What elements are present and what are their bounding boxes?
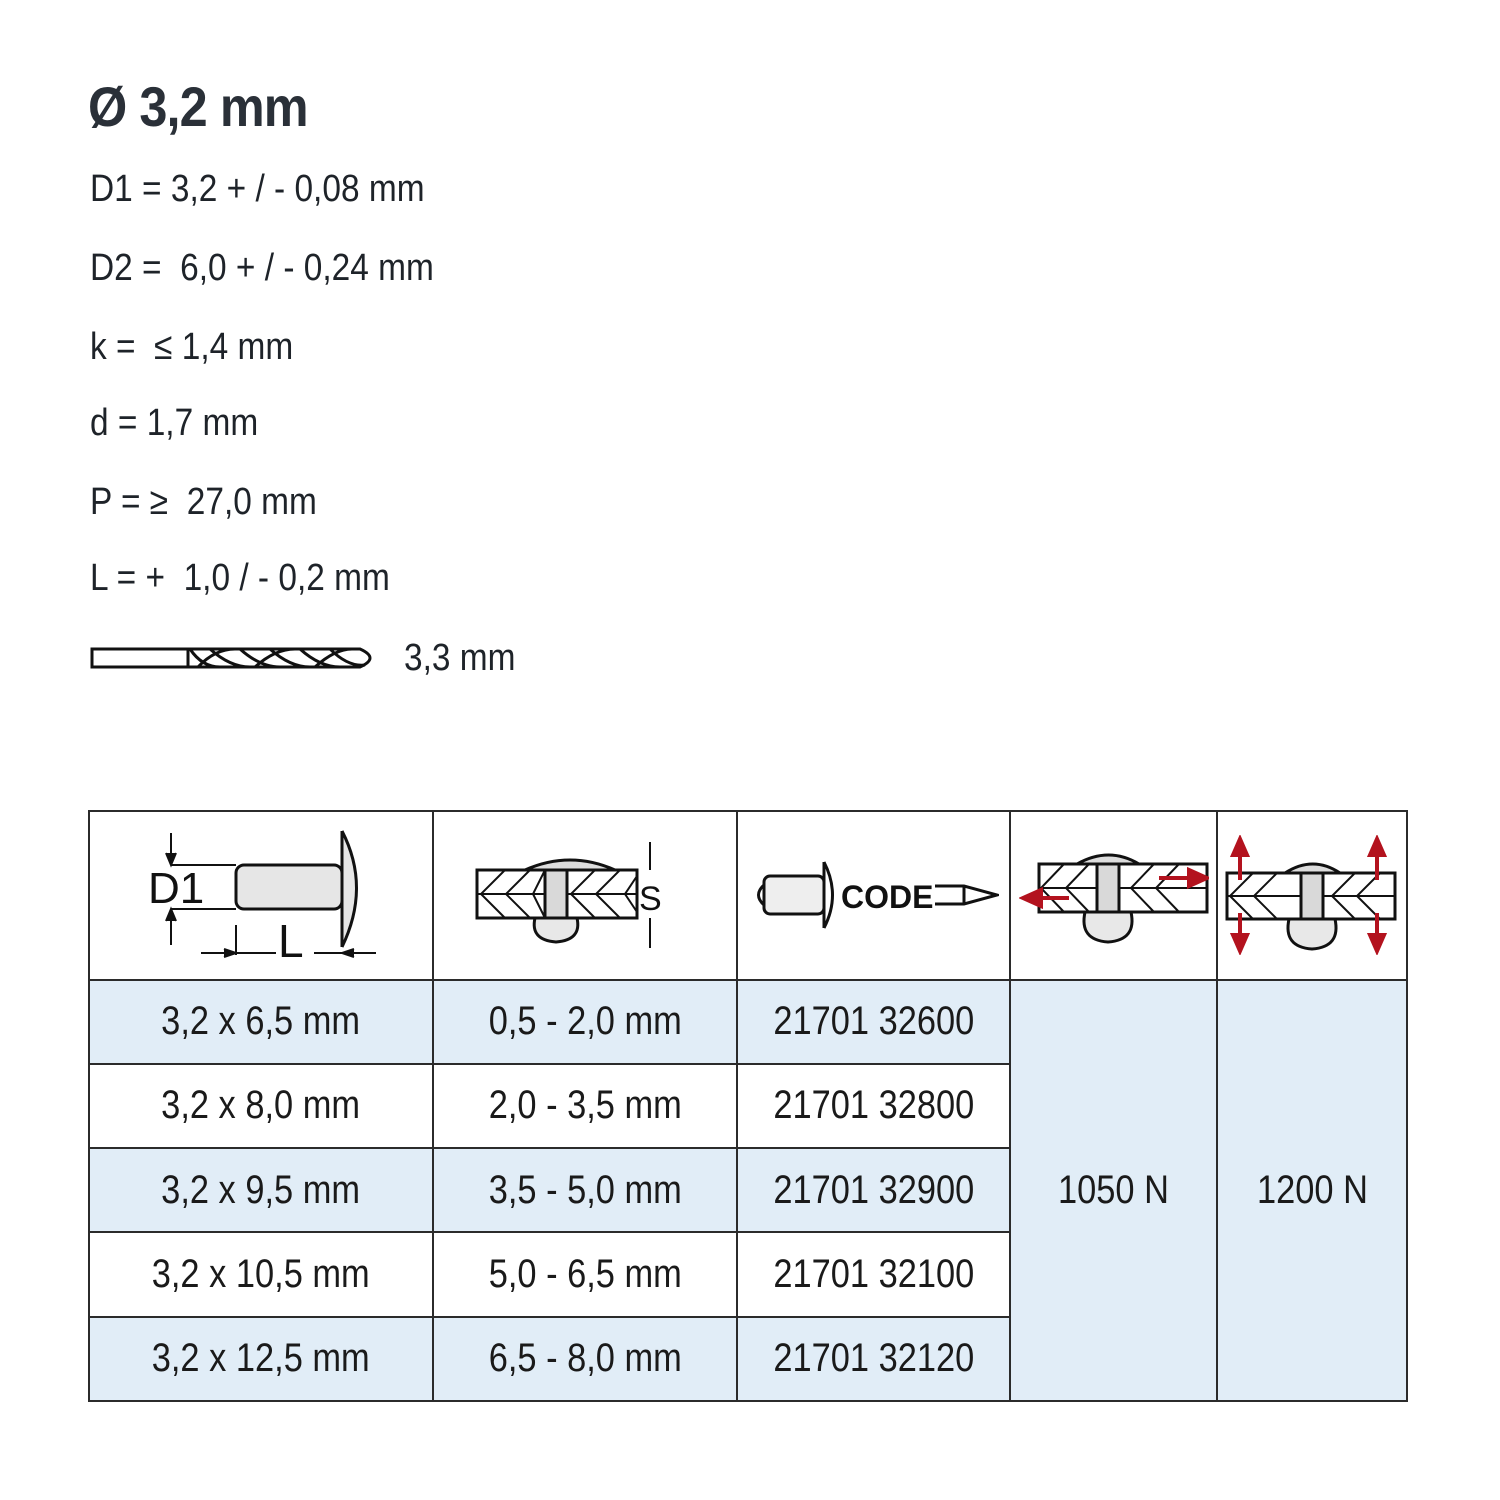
d1-label: D1: [148, 864, 205, 914]
spec-l: L = + 1,0 / - 0,2 mm: [90, 557, 390, 599]
header-code: [737, 811, 1010, 980]
grip-cell: 3,5 - 5,0 mm: [433, 1148, 737, 1232]
s-label: S: [639, 880, 662, 919]
page-title: Ø 3,2 mm: [88, 75, 308, 138]
shear-strength-icon: [1011, 812, 1216, 979]
header-shear-strength: [1010, 811, 1217, 980]
header-grip-range: [433, 811, 737, 980]
rivet-spec-table: [88, 810, 1408, 1402]
size-cell: 3,2 x 12,5 mm: [89, 1317, 433, 1401]
rivet-dimensions-icon: [90, 812, 432, 979]
spec-d1: D1 = 3,2 + / - 0,08 mm: [90, 168, 425, 210]
grip-cell: 2,0 - 3,5 mm: [433, 1064, 737, 1148]
header-rivet-dimensions: [89, 811, 433, 980]
code-label: CODE: [840, 879, 933, 916]
code-cell: 21701 32120: [737, 1317, 1010, 1401]
tensile-strength-cell: 1200 N: [1217, 980, 1407, 1401]
drill-bit-icon: [90, 643, 382, 673]
grip-range-icon: [434, 812, 736, 979]
size-cell: 3,2 x 9,5 mm: [89, 1148, 433, 1232]
header-tensile-strength: [1217, 811, 1407, 980]
size-cell: 3,2 x 8,0 mm: [89, 1064, 433, 1148]
code-cell: 21701 32600: [737, 980, 1010, 1064]
drill-size: [90, 636, 531, 680]
grip-cell: 6,5 - 8,0 mm: [433, 1317, 737, 1401]
spec-d2: D2 = 6,0 + / - 0,24 mm: [90, 247, 434, 289]
l-label: L: [278, 915, 304, 966]
drill-size-label: 3,3 mm: [404, 636, 516, 679]
spec-p: P = ≥ 27,0 mm: [90, 481, 317, 523]
code-cell: 21701 32100: [737, 1232, 1010, 1316]
code-cell: 21701 32900: [737, 1148, 1010, 1232]
code-cell: 21701 32800: [737, 1064, 1010, 1148]
table-header-row: [89, 811, 1407, 980]
grip-cell: 0,5 - 2,0 mm: [433, 980, 737, 1064]
spec-k: k = ≤ 1,4 mm: [90, 326, 294, 368]
table-row: [89, 980, 1407, 1064]
size-cell: 3,2 x 6,5 mm: [89, 980, 433, 1064]
grip-cell: 5,0 - 6,5 mm: [433, 1232, 737, 1316]
spec-d: d = 1,7 mm: [90, 402, 259, 444]
rivet-code-icon: [738, 812, 1009, 979]
size-cell: 3,2 x 10,5 mm: [89, 1232, 433, 1316]
tensile-strength-icon: [1218, 812, 1406, 979]
shear-strength-cell: 1050 N: [1010, 980, 1217, 1401]
